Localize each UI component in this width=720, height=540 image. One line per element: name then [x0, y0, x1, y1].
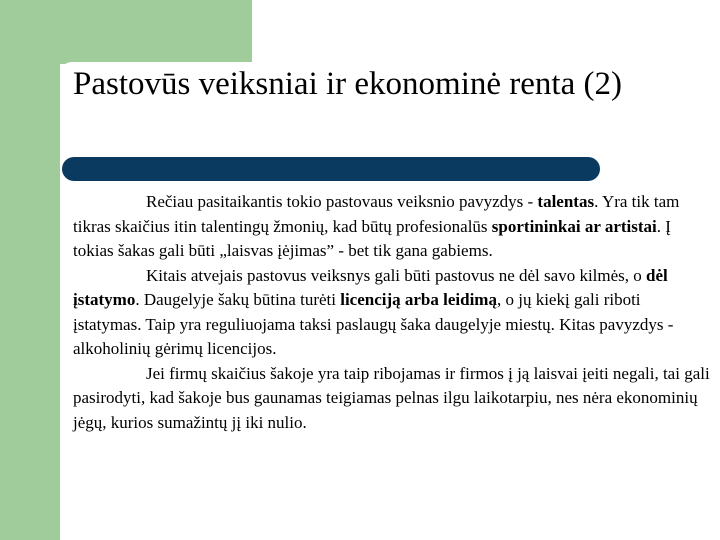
text-run: . Daugelyje šakų būtina turėti	[135, 290, 341, 309]
paragraph-profit	[73, 362, 713, 436]
text-run: Kitais atvejais pastovus veiksnys gali būti pastovus ne dėl savo kilmės, o	[146, 265, 647, 285]
title-underline-bar	[62, 157, 600, 181]
emphasis-talentas: talentas	[537, 192, 595, 211]
paragraph-law	[73, 264, 713, 362]
text-run: Jei firmų skaičius šakoje yra taip ribojamas ir firmos į ją laisvai įeiti negali, tai gali pasirodyti, kad šakoje bus gaunamas teigiamas pelnas ilgu laikotarpiu, nes nėra ekonominių jėgų, kurios sumažintų jį iki nulio.	[73, 363, 710, 432]
emphasis-istatymo: dėl įstatymo	[73, 265, 668, 309]
emphasis-licencija: licenciją arba leidimą	[340, 290, 497, 309]
text-run: . Į tokias šakas gali būti „laisvas įėjimas” - bet tik gana gabiems.	[73, 216, 671, 260]
slide-body	[73, 190, 713, 435]
paragraph-talent	[73, 190, 713, 264]
decorative-green-strip-left	[0, 0, 60, 540]
slide-title: Pastovūs veiksniai ir ekonominė renta (2)	[73, 66, 622, 102]
text-run: . Yra tik tam tikras skaičius itin talentingų žmonių, kad būtų profesionalūs	[73, 192, 680, 236]
emphasis-sportininkai: sportininkai ar artistai	[491, 216, 657, 236]
text-run: Rečiau pasitaikantis tokio pastovaus veiksnio pavyzdys -	[146, 192, 538, 211]
text-run: , o jų kiekį gali riboti įstatymas. Taip yra reguliuojama taksi paslaugų šaka daugelyje miestų. Kitas pavyzdys - alkoholinių gėrimų licencijos.	[73, 290, 674, 358]
